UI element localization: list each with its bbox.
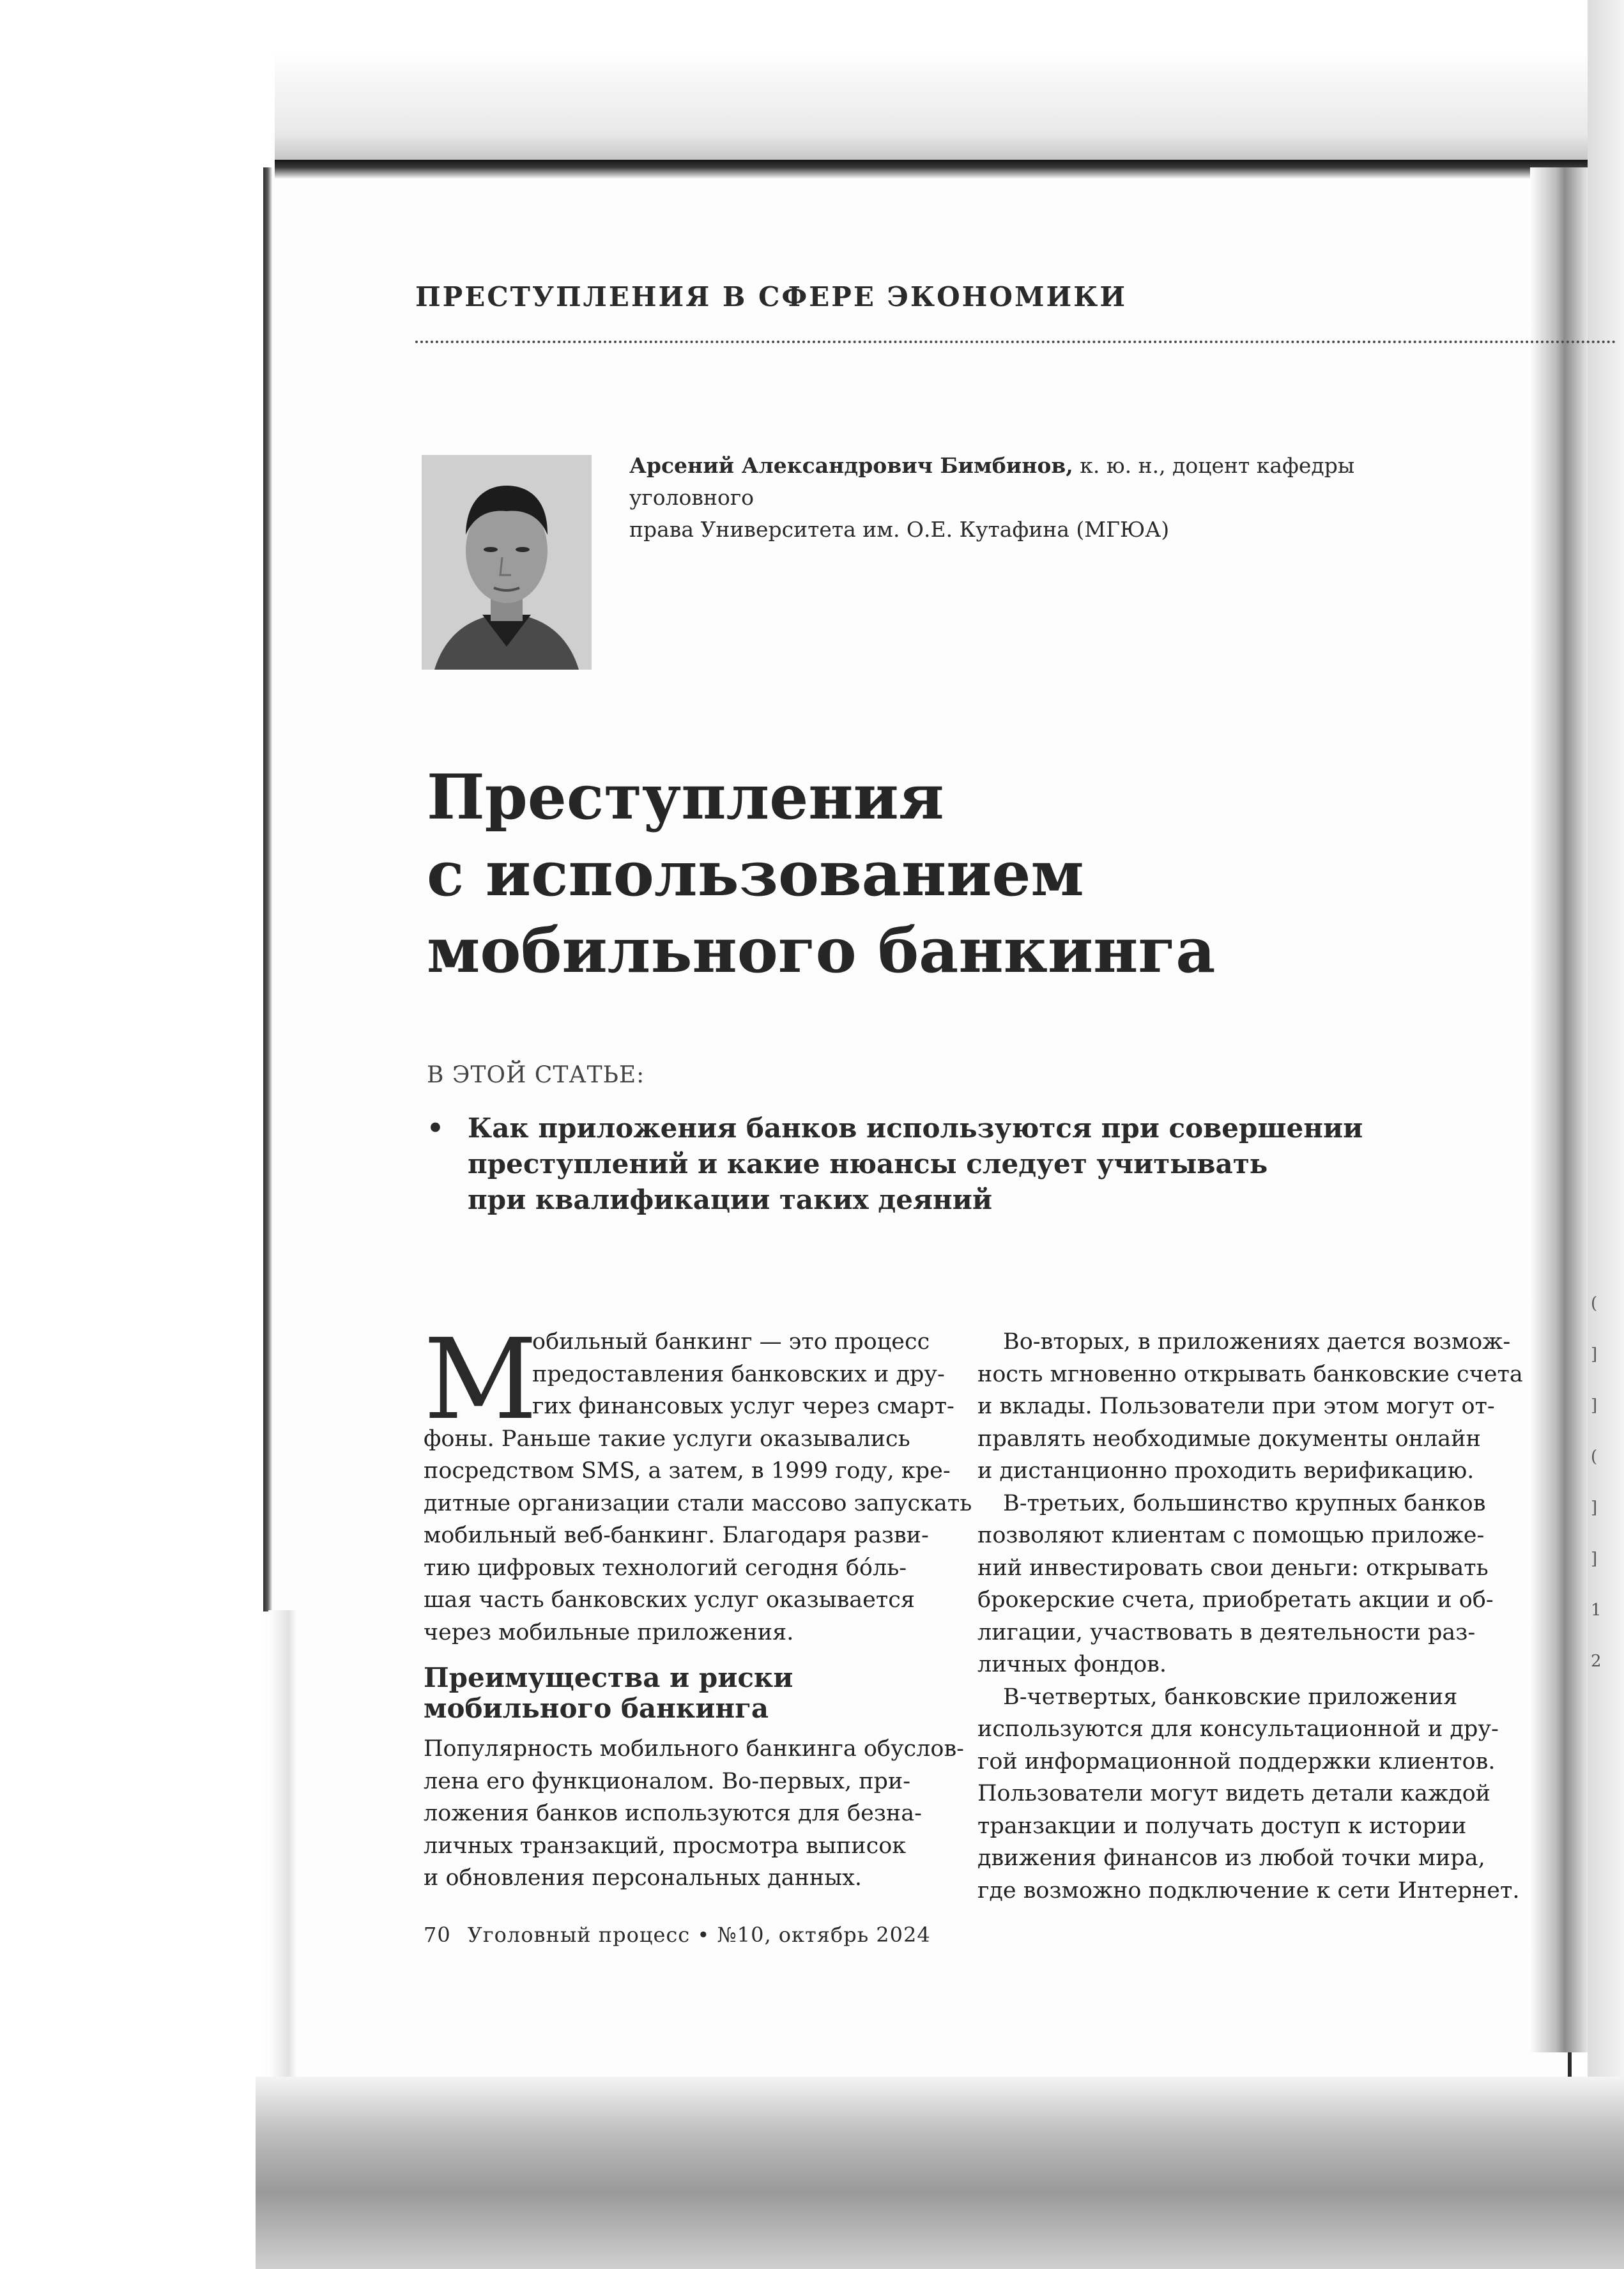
text-line: и вклады. Пользователи при этом могут от- [977,1394,1495,1419]
text-line: Популярность мобильного банкинга обуслов- [424,1736,964,1762]
title-line-1: Преступления [427,761,944,833]
edge-fragment: ] [1591,1345,1598,1364]
page-number: 70 [424,1923,451,1947]
text-line: движения финансов из любой точки мира, [977,1845,1485,1871]
edge-fragment: ] [1591,1550,1598,1569]
text-line: мобильный веб-банкинг. Благодаря разви- [424,1523,929,1548]
text-line: через мобильные приложения. [424,1619,794,1645]
journal-info: Уголовный процесс • №10, октябрь 2024 [467,1923,931,1947]
text-line: лигации, участвовать в деятельности раз- [977,1619,1476,1645]
drop-cap: М [424,1315,538,1445]
text-line: и обновления персональных данных. [424,1865,862,1891]
edge-fragment: 2 [1591,1652,1602,1671]
author-byline [629,450,1473,546]
page-footer [424,1923,931,1947]
subheading-line: Преимущества и риски [424,1662,793,1693]
text-line: шая часть банковских услуг оказывается [424,1587,915,1613]
edge-fragment: 1 [1591,1601,1602,1620]
article-title [427,759,1449,989]
text-line: Пользователи могут видеть детали каждой [977,1781,1491,1806]
highlight-line: преступлений и какие нюансы следует учитывать [468,1148,1268,1180]
author-photo [422,455,592,670]
text-line: где возможно подключение к сети Интернет. [977,1877,1520,1904]
paragraph [977,1326,1523,1488]
text-line: правлять необходимые документы онлайн [977,1426,1481,1452]
edge-fragment: ] [1591,1498,1598,1518]
text-line: ность мгновенно открывать банковские счета [977,1361,1523,1387]
text-line: ложения банков используются для безна- [424,1801,922,1826]
text-line: и дистанционно проходить верификацию. [977,1458,1475,1484]
title-line-2: с использованием [427,838,1084,910]
bullet-icon: • [427,1112,444,1144]
text-line: дитные организации стали массово запускать [424,1490,972,1516]
text-line: используются для консультационной и дру- [977,1716,1499,1742]
text-line: тию цифровых технологий сегодня бо́ль- [424,1555,907,1581]
right-column [977,1326,1523,1907]
text-line: Во-вторых, в приложениях дается возмож- [1003,1329,1511,1355]
left-column [424,1315,972,1895]
highlight-line: Как приложения банков используются при совершении [468,1112,1363,1144]
adjacent-page-fragments [1591,1278,1602,1687]
article-highlights [427,1111,1385,1218]
text-line: личных фондов. [977,1652,1167,1677]
edge-fragment: ( [1591,1294,1598,1313]
text-line: гой информационной поддержки клиентов. [977,1748,1496,1774]
text-line: фоны. Раньше такие услуги оказывались [424,1426,910,1452]
edge-fragment: ] [1591,1396,1598,1415]
in-article-label: В ЭТОЙ СТАТЬЕ: [427,1062,645,1088]
binding-shadow [1530,167,1588,2052]
text-line: обильный банкинг — это процесс [532,1329,930,1355]
subheading-line: мобильного банкинга [424,1693,769,1724]
intro-paragraph [424,1315,972,1649]
subheading [424,1663,954,1724]
author-credentials-line-1: к. ю. н., доцент кафедры уголовного [629,453,1355,510]
title-line-3: мобильного банкинга [427,914,1216,987]
highlight-line: при квалификации таких деяний [468,1184,993,1215]
highlight-item [427,1111,1385,1218]
edge-fragment: ( [1591,1447,1598,1466]
scanner-bottom-shadow [256,2077,1624,2269]
text-line: В-четвертых, банковские приложения [1003,1684,1458,1710]
scanner-top-shadow [275,0,1624,167]
author-credentials-line-2: права Университета им. О.Е. Кутафина (МГЮА) [629,517,1170,542]
text-line: лена его функционалом. Во-первых, при- [424,1768,911,1794]
text-line: брокерские счета, приобретать акции и об- [977,1587,1494,1613]
text-line: позволяют клиентам с помощью приложе- [977,1523,1485,1548]
author-name: Арсений Александрович Бимбинов, [629,453,1073,478]
page-top-edge [275,160,1623,179]
paragraph [424,1733,964,1895]
text-line: гих финансовых услуг через смарт- [532,1394,954,1419]
paragraph [977,1681,1520,1907]
paragraph [977,1488,1494,1681]
section-divider [415,341,1616,343]
text-line: личных транзакций, просмотра выписок [424,1833,907,1859]
text-line: В-третьих, большинство крупных банков [1003,1490,1486,1516]
text-line: ний инвестировать свои деньги: открывать [977,1555,1489,1581]
text-line: предоставления банковских и дру- [532,1361,945,1387]
page-left-edge [263,167,272,1611]
text-line: транзакции и получать доступ к истории [977,1813,1467,1839]
section-header: ПРЕСТУПЛЕНИЯ В СФЕРЕ ЭКОНОМИКИ [415,281,1128,312]
text-line: посредством SMS, а затем, в 1999 году, кре- [424,1458,951,1484]
author-portrait-icon [422,455,592,670]
